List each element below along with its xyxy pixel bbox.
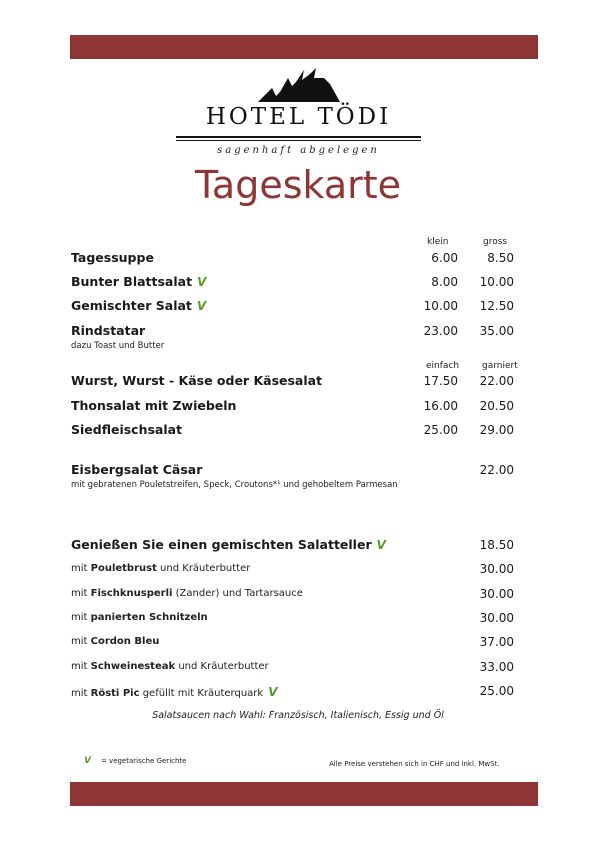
salad-option-price: 30.00 bbox=[479, 611, 514, 625]
vegetarian-icon: V bbox=[268, 685, 278, 699]
menu-item-description: mit gebratenen Pouletstreifen, Speck, Croutons*¹ und gehobeltem Parmesan bbox=[71, 480, 398, 490]
price-note: Alle Preise verstehen sich in CHF und inkl. MwSt. bbox=[329, 760, 500, 768]
salad-option: mit Pouletbrust und Kräuterbutter bbox=[71, 563, 251, 574]
top-decor-bar bbox=[70, 35, 538, 59]
menu-item: Tagessuppe bbox=[71, 250, 154, 265]
salad-option: mit Rösti Pic gefüllt mit Kräuterquark V bbox=[71, 685, 278, 699]
price-large: 20.50 bbox=[479, 399, 514, 413]
salad-plate-title: Genießen Sie einen gemischten Salatteller V bbox=[71, 537, 386, 552]
price-large: 8.50 bbox=[487, 251, 514, 265]
salad-plate-price: 18.50 bbox=[479, 538, 514, 552]
price-large: 22.00 bbox=[479, 374, 514, 388]
salad-option-price: 30.00 bbox=[479, 562, 514, 576]
header-garniert: garniert bbox=[482, 361, 518, 371]
logo-rule-thin bbox=[176, 140, 421, 141]
veg-legend-text: = vegetarische Gerichte bbox=[100, 757, 187, 765]
menu-item: Bunter Blattsalat V bbox=[71, 274, 207, 289]
menu-item: Siedfleischsalat bbox=[71, 422, 183, 437]
dressing-note: Salatsaucen nach Wahl: Französisch, Italienisch, Essig und Öl bbox=[152, 710, 444, 721]
menu-item: Rindstatar bbox=[71, 323, 146, 338]
vegetarian-icon: V bbox=[84, 756, 91, 766]
page-title: Tageskarte bbox=[194, 163, 402, 207]
veg-legend bbox=[84, 756, 186, 766]
price-small: 6.00 bbox=[431, 251, 458, 265]
menu-item: Gemischter Salat V bbox=[71, 298, 207, 313]
logo-rule bbox=[176, 136, 421, 138]
price-small: 8.00 bbox=[431, 275, 458, 289]
price-small: 10.00 bbox=[423, 299, 458, 313]
salad-option-price: 30.00 bbox=[479, 587, 514, 601]
header-gross: gross bbox=[483, 237, 508, 247]
menu-item: Eisbergsalat Cäsar bbox=[71, 462, 203, 477]
price-small: 25.00 bbox=[423, 423, 458, 437]
price-small: 17.50 bbox=[423, 374, 458, 388]
header-einfach: einfach bbox=[426, 361, 460, 371]
menu-item: Wurst, Wurst - Käse oder Käsesalat bbox=[71, 373, 323, 388]
salad-option: mit Fischknusperli (Zander) und Tartarsauce bbox=[71, 588, 303, 599]
price-large: 22.00 bbox=[479, 463, 514, 477]
hotel-logo bbox=[176, 66, 421, 162]
mountain-icon bbox=[258, 66, 340, 102]
bottom-decor-bar bbox=[70, 782, 538, 806]
salad-option: mit Schweinesteak und Kräuterbutter bbox=[71, 661, 269, 672]
salad-option-price: 33.00 bbox=[479, 660, 514, 674]
price-large: 29.00 bbox=[479, 423, 514, 437]
salad-option: mit panierten Schnitzeln bbox=[71, 612, 208, 623]
hotel-name: HOTEL TÖDI bbox=[205, 104, 392, 130]
menu-item: Thonsalat mit Zwiebeln bbox=[71, 398, 237, 413]
vegetarian-icon: V bbox=[197, 275, 207, 289]
vegetarian-icon: V bbox=[376, 538, 386, 552]
price-small: 16.00 bbox=[423, 399, 458, 413]
header-klein: klein bbox=[427, 237, 449, 247]
price-large: 12.50 bbox=[479, 299, 514, 313]
menu-item-description: dazu Toast und Butter bbox=[71, 341, 165, 351]
salad-option-price: 25.00 bbox=[479, 684, 514, 698]
vegetarian-icon: V bbox=[196, 299, 207, 313]
price-small: 23.00 bbox=[423, 324, 458, 338]
price-large: 10.00 bbox=[479, 275, 514, 289]
price-large: 35.00 bbox=[479, 324, 514, 338]
hotel-tagline: sagenhaft abgelegen bbox=[217, 145, 380, 156]
salad-option-price: 37.00 bbox=[479, 635, 514, 649]
salad-option: mit Cordon Bleu bbox=[71, 636, 160, 647]
